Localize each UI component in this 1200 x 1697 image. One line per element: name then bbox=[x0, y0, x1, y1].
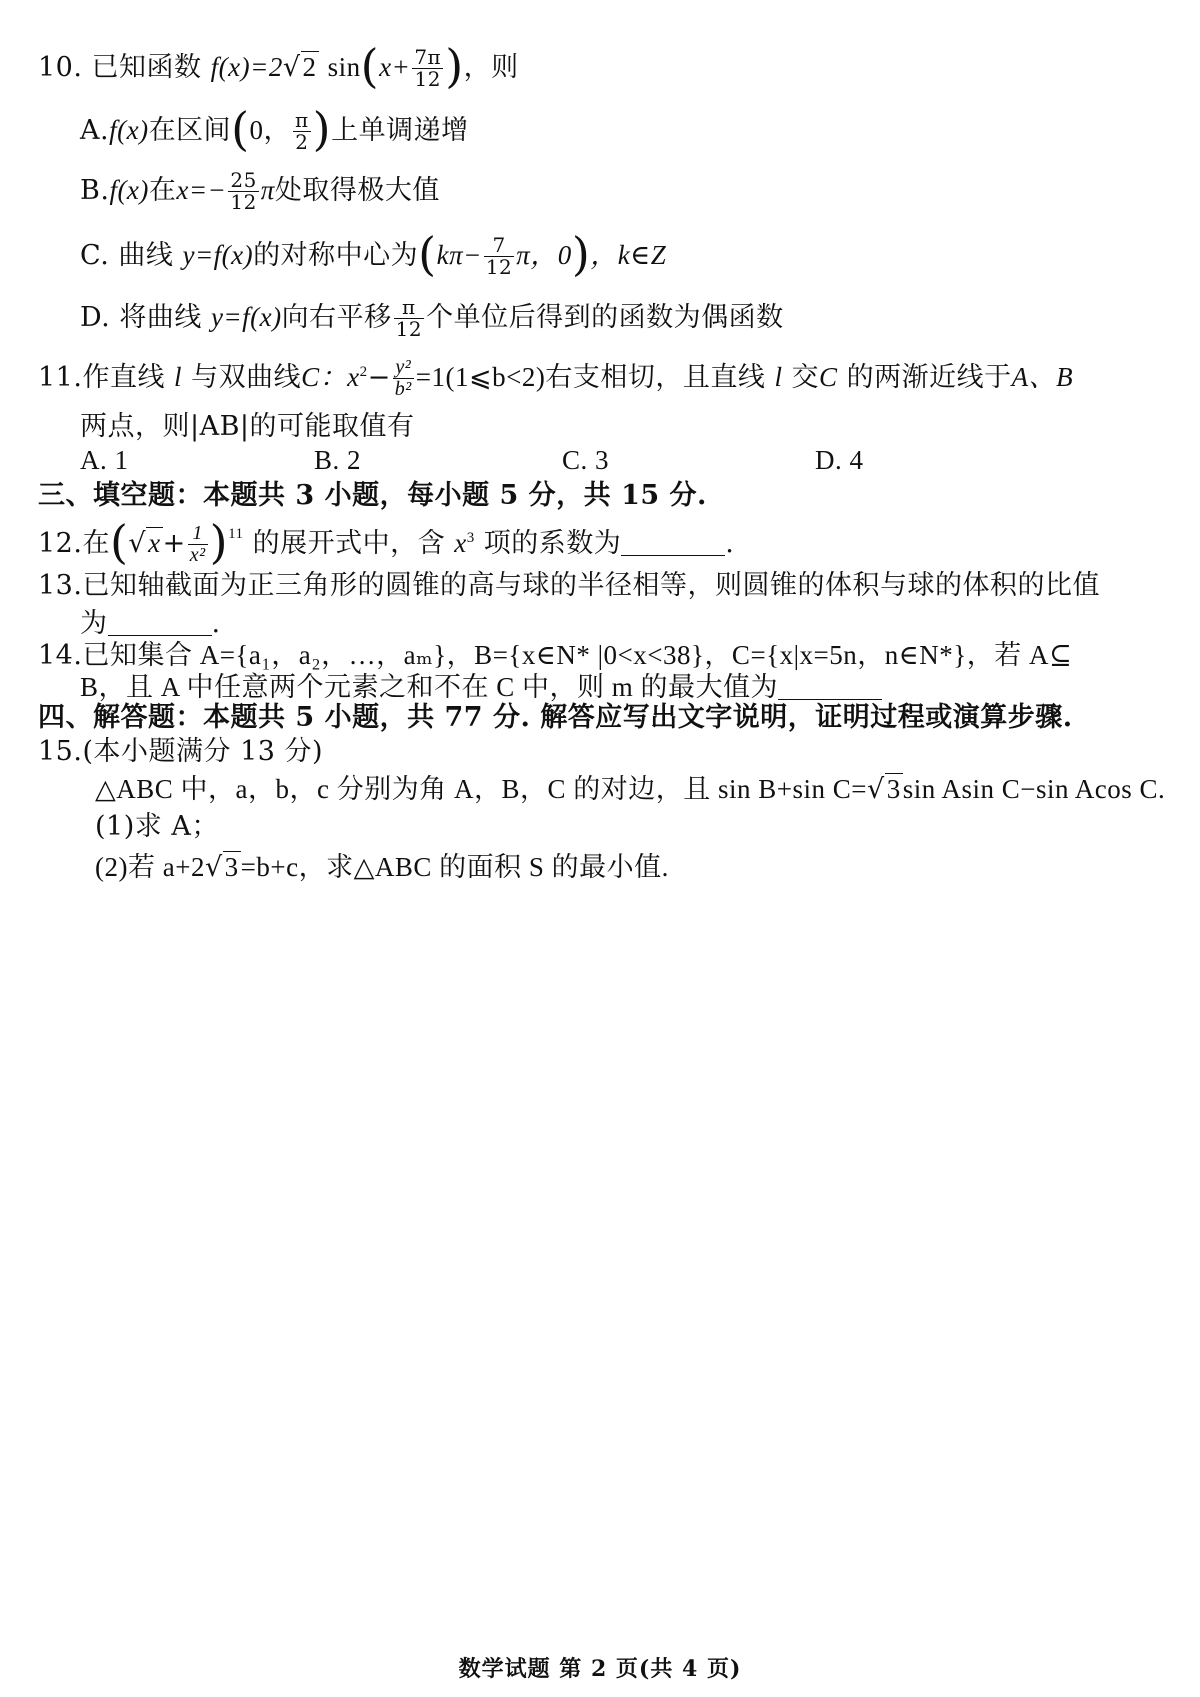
fraction-7-12: $\frac{7}{12}$ bbox=[485, 233, 513, 279]
page-footer: 数学试题 第 2 页(共 4 页) bbox=[458, 1656, 742, 1682]
q10-option-a: A.f(x)在区间(0， $\frac{\pi}{2}$ )上单调递增 bbox=[80, 102, 469, 156]
q15-header: 15.(本小题满分 13 分) bbox=[38, 736, 324, 767]
q11-number: 11. bbox=[38, 362, 83, 393]
q14-stem: 14.已知集合 A={a₁，a₂，…，aₘ}，B={x∈N* |0<x<38}，C={x|x=5n，n∈N*}，若 A⊆ bbox=[38, 640, 1073, 671]
q10-number: 10. bbox=[38, 52, 83, 83]
q14-stem-line2: B，且 A 中任意两个元素之和不在 C 中，则 m 的最大值为 bbox=[80, 667, 882, 708]
q11-option-b: B. 2 bbox=[314, 445, 362, 475]
q11-option-a: A. 1 bbox=[80, 445, 129, 475]
fraction-25-12: $\frac{25}{12}$ bbox=[230, 168, 257, 214]
section-3-heading: 三、填空题：本题共 3 小题，每小题 5 分，共 15 分. bbox=[38, 480, 707, 511]
q11-option-c: C. 3 bbox=[562, 445, 610, 475]
q11-stem-line2: 两点，则|AB|的可能取值有 bbox=[80, 411, 415, 442]
q10-option-b: B.f(x)在x=− $\frac{25}{12}$ π处取得极大值 bbox=[80, 168, 440, 214]
q10-option-d: D. 将曲线 y=f(x)向右平移 $\frac{\pi}{12}$ 个单位后得到的函数为偶函数 bbox=[80, 295, 784, 341]
fraction-pi-2: $\frac{\pi}{2}$ bbox=[295, 108, 309, 154]
q11-option-d: D. 4 bbox=[815, 445, 864, 475]
q14-number: 14. bbox=[38, 640, 83, 671]
q15-number: 15. bbox=[38, 736, 83, 767]
fraction-7pi-12: $\frac{7\pi}{12}$ bbox=[414, 45, 442, 91]
sqrt-2: √2 bbox=[282, 52, 317, 83]
q13-stem-line2: 为 . bbox=[80, 608, 221, 639]
sqrt-3: √3 bbox=[867, 774, 901, 805]
q15-part-2: (2)若 a+2√3=b+c，求△ABC 的面积 S 的最小值. bbox=[95, 847, 669, 888]
q10-option-c: C. 曲线 y=f(x)的对称中心为(kπ− $\frac{7}{12}$ π，0)，k∈Z bbox=[80, 227, 667, 281]
fraction-1-x2: $\frac{1}{\text{x²}}$ bbox=[189, 522, 206, 566]
q12-stem: 12.在(√x+ $\frac{1}{\text{x²}}$ )$^{11}$ 的展开式中，含 $x^3$ 项的系数为 . bbox=[38, 515, 735, 569]
fraction-y2-b2: $\frac{\text{y²}}{\text{b²}}$ bbox=[394, 356, 412, 400]
answer-blank bbox=[621, 555, 725, 556]
q15-part-1: (1)求 A； bbox=[95, 811, 219, 842]
fraction-pi-12: $\frac{\pi}{12}$ bbox=[395, 295, 423, 341]
q10-stem: 10. 已知函数 f(x)=2√2 sin(x+ $\frac{7\pi}{12}$ )，则 bbox=[38, 39, 519, 93]
sqrt-x: √x bbox=[128, 528, 161, 559]
q13-stem: 13.已知轴截面为正三角形的圆锥的高与球的半径相等，则圆锥的体积与球的体积的比值 bbox=[38, 570, 1100, 601]
q13-number: 13. bbox=[38, 570, 83, 601]
section-4-heading: 四、解答题：本题共 5 小题，共 77 分. 解答应写出文字说明，证明过程或演算步骤. bbox=[38, 702, 1073, 733]
q15-stem: △ABC 中，a，b，c 分别为角 A，B，C 的对边，且 sin B+sin C=√3sin Asin C−sin Acos C. bbox=[95, 769, 1165, 810]
q12-number: 12. bbox=[38, 528, 83, 559]
q11-stem: 11.作直线 l 与双曲线C：$x^2-$ $\frac{\text{y²}}{\text{b²}}$ =1(1⩽b<2)右支相切，且直线 l 交C 的两渐近线于A、B bbox=[38, 356, 1074, 400]
sqrt-3: √3 bbox=[204, 852, 239, 883]
